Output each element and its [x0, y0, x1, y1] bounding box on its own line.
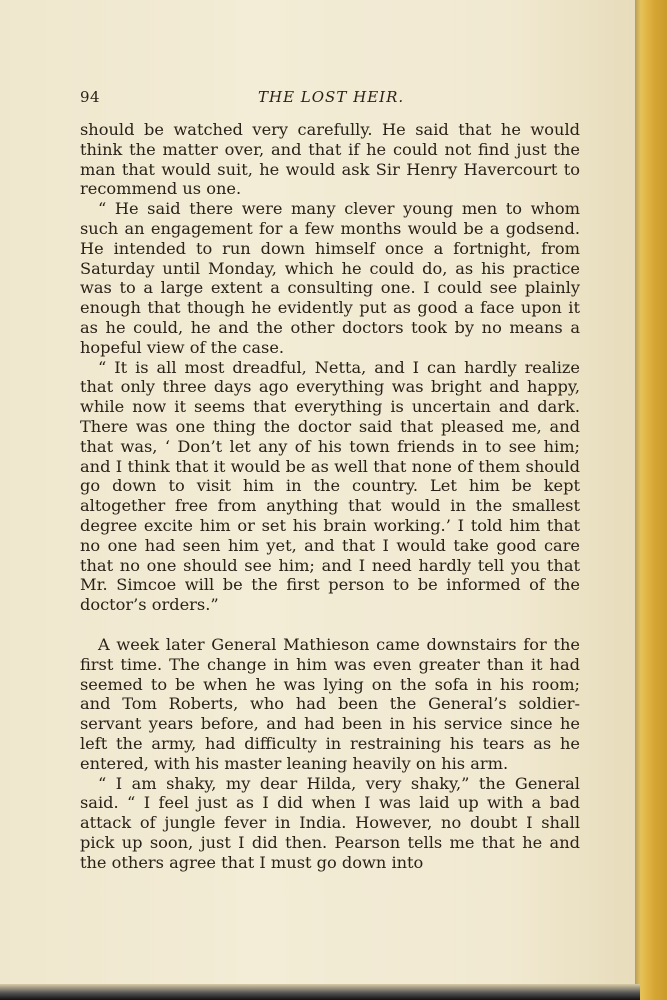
paragraph: “ It is all most dreadful, Netta, and I can hardly realize that only three days ago everything was bright and happy, while now it seems that everything is uncertain and dark. There was one thing the doctor said that pleased me, and that was, ‘ Don’t let any of his town friends in to see him; and I think that it would be as well that none of them should go down to visit him in the country. Let him be kept altogether free from anything that would in the smallest degree excite him or set his brain working.’ I told him that no one had seen him yet, and that I would take good care that no one should see him; and I need hardly tell you that Mr. Simcoe will be the first person to be informed of the doctor’s orders.” [80, 357, 580, 615]
book-edge-bottom [0, 984, 640, 1000]
body-text [80, 120, 580, 872]
paragraph: “ I am shaky, my dear Hilda, very shaky,” the General said. “ I feel just as I did when I was laid up with a bad attack of jungle fever in India. However, no doubt I shall pick up soon, just I did then. Pearson tells me that he and the others agree that I must go down into [80, 773, 580, 872]
book-edge-right [635, 0, 667, 1000]
paragraph: A week later General Mathieson came downstairs for the first time. The change in him was even greater than it had seemed to be when he was lying on the sofa in his room; and Tom Roberts, who had been the General’s soldier-servant years before, and had been in his service since he left the army, had difficulty in restraining his tears as he entered, with his master leaning heavily on his arm. [80, 634, 580, 773]
paragraph: should be watched very carefully. He said that he would think the matter over, and that if he could not find just the man that would suit, he would ask Sir Henry Havercourt to recommend us one. [80, 120, 580, 199]
running-title: THE LOST HEIR. [258, 88, 405, 106]
paragraph: “ He said there were many clever young men to whom such an engagement for a few months would be a godsend. He intended to run down himself once a fortnight, from Saturday until Monday, which he could do, as his practice was to a large extent a consulting one. I could see plainly enough that though he evidently put as good a face upon it as he could, he and the other doctors took by no means a hopeful view of the case. [80, 199, 580, 357]
page-number: 94 [80, 88, 101, 106]
page-header [80, 88, 580, 112]
